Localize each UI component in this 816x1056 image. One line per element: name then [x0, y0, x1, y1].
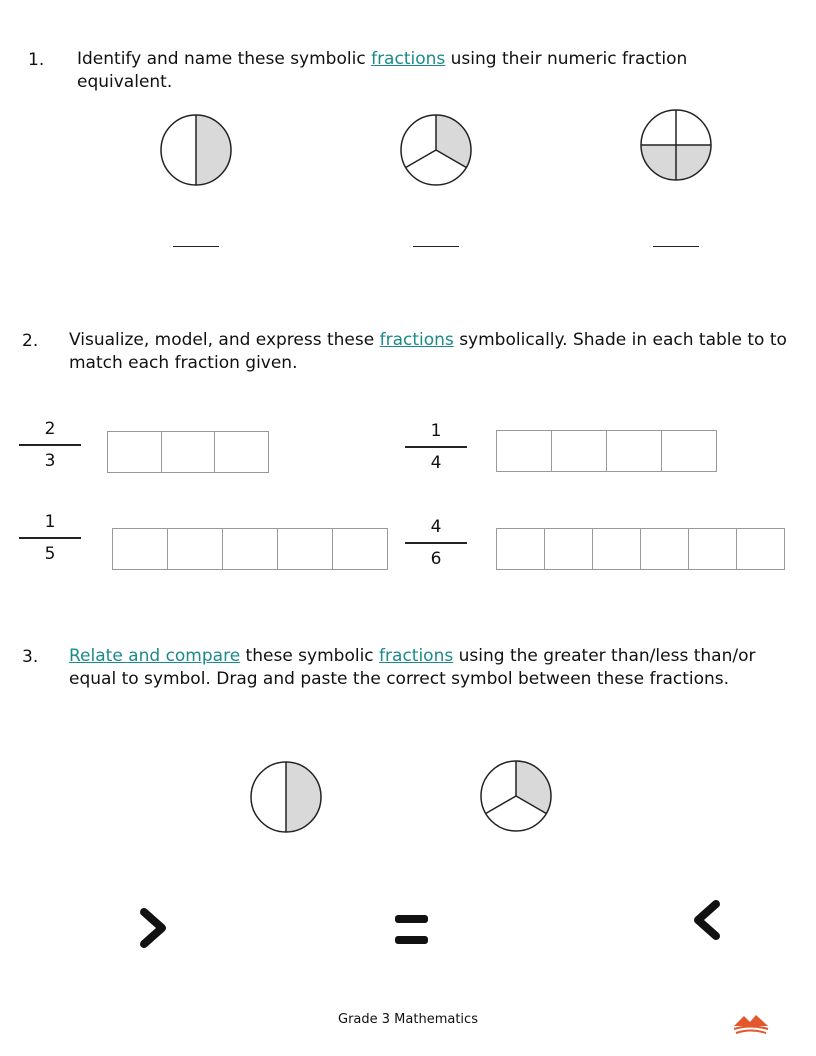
- question-1-text: [77, 48, 757, 94]
- table-cell[interactable]: [545, 529, 593, 569]
- question-3-number: 3.: [22, 647, 39, 667]
- fraction-bar: [19, 537, 81, 539]
- denominator: 5: [44, 544, 56, 564]
- equal-symbol[interactable]: [392, 912, 432, 948]
- question-2-text: [69, 329, 799, 375]
- fractions-link[interactable]: fractions: [379, 646, 454, 666]
- table-cell[interactable]: [278, 529, 333, 569]
- table-cell[interactable]: [108, 432, 162, 472]
- question-2-number: 2.: [22, 331, 39, 351]
- fraction-1-5: [19, 511, 81, 565]
- table-cell[interactable]: [662, 431, 716, 471]
- table-cell[interactable]: [607, 431, 662, 471]
- table-cell[interactable]: [333, 529, 387, 569]
- answer-blank-1[interactable]: [173, 246, 219, 247]
- numerator: 1: [44, 512, 56, 532]
- numerator: 2: [44, 419, 56, 439]
- table-cell[interactable]: [113, 529, 168, 569]
- q2-text-after: symbolically. Shade in each table to to match each fraction given.: [69, 330, 787, 373]
- circle-quarters: [641, 110, 711, 180]
- circle-halves: [161, 115, 231, 185]
- denominator: 4: [430, 453, 442, 473]
- answer-blank-2[interactable]: [413, 246, 459, 247]
- fractions-link[interactable]: fractions: [371, 49, 446, 69]
- table-cell[interactable]: [737, 529, 784, 569]
- shading-table-fifths: [112, 528, 388, 570]
- relate-and-compare-link[interactable]: Relate and compare: [69, 646, 241, 666]
- mountain-logo-icon: [732, 1012, 772, 1038]
- compare-circle-halves: [251, 762, 321, 832]
- question-1-number: 1.: [28, 50, 45, 70]
- less-than-symbol[interactable]: [688, 898, 728, 942]
- fraction-bar: [405, 446, 467, 448]
- fraction-bar: [19, 444, 81, 446]
- fraction-2-3: [19, 418, 81, 472]
- fraction-1-4: [405, 420, 467, 474]
- shading-table-sixths: [496, 528, 785, 570]
- answer-blank-3[interactable]: [653, 246, 699, 247]
- q3-circles: [0, 748, 816, 848]
- question-3-text: [69, 645, 799, 691]
- table-cell[interactable]: [162, 432, 215, 472]
- footer-text: Grade 3 Mathematics: [338, 1012, 478, 1027]
- q1-circles: [0, 100, 816, 300]
- q1-text-after: using their numeric fraction equivalent.: [77, 49, 688, 92]
- table-cell[interactable]: [497, 431, 552, 471]
- denominator: 3: [44, 451, 56, 471]
- table-cell[interactable]: [552, 431, 607, 471]
- shading-table-thirds: [107, 431, 269, 473]
- table-cell[interactable]: [223, 529, 278, 569]
- half-shaded-part: [286, 762, 321, 832]
- circle-thirds: [401, 115, 471, 185]
- table-cell[interactable]: [168, 529, 223, 569]
- q3-text-after: using the greater than/less than/or equal to symbol. Drag and paste the correct symbol between these fractions.: [69, 646, 756, 689]
- fraction-bar: [405, 542, 467, 544]
- q2-text-before: Visualize, model, and express these: [69, 330, 380, 350]
- denominator: 6: [430, 549, 442, 569]
- table-cell[interactable]: [497, 529, 545, 569]
- table-cell[interactable]: [215, 432, 268, 472]
- q1-text-before: Identify and name these symbolic: [77, 49, 372, 69]
- fraction-4-6: [405, 516, 467, 570]
- q3-text-mid: these symbolic: [240, 646, 380, 666]
- table-cell[interactable]: [689, 529, 737, 569]
- greater-than-symbol[interactable]: [136, 906, 176, 950]
- shading-table-quarters: [496, 430, 717, 472]
- half-shaded-part: [196, 115, 231, 185]
- numerator: 1: [430, 421, 442, 441]
- table-cell[interactable]: [593, 529, 641, 569]
- table-cell[interactable]: [641, 529, 689, 569]
- compare-circle-thirds: [481, 761, 551, 831]
- numerator: 4: [430, 517, 442, 537]
- fractions-link[interactable]: fractions: [379, 330, 454, 350]
